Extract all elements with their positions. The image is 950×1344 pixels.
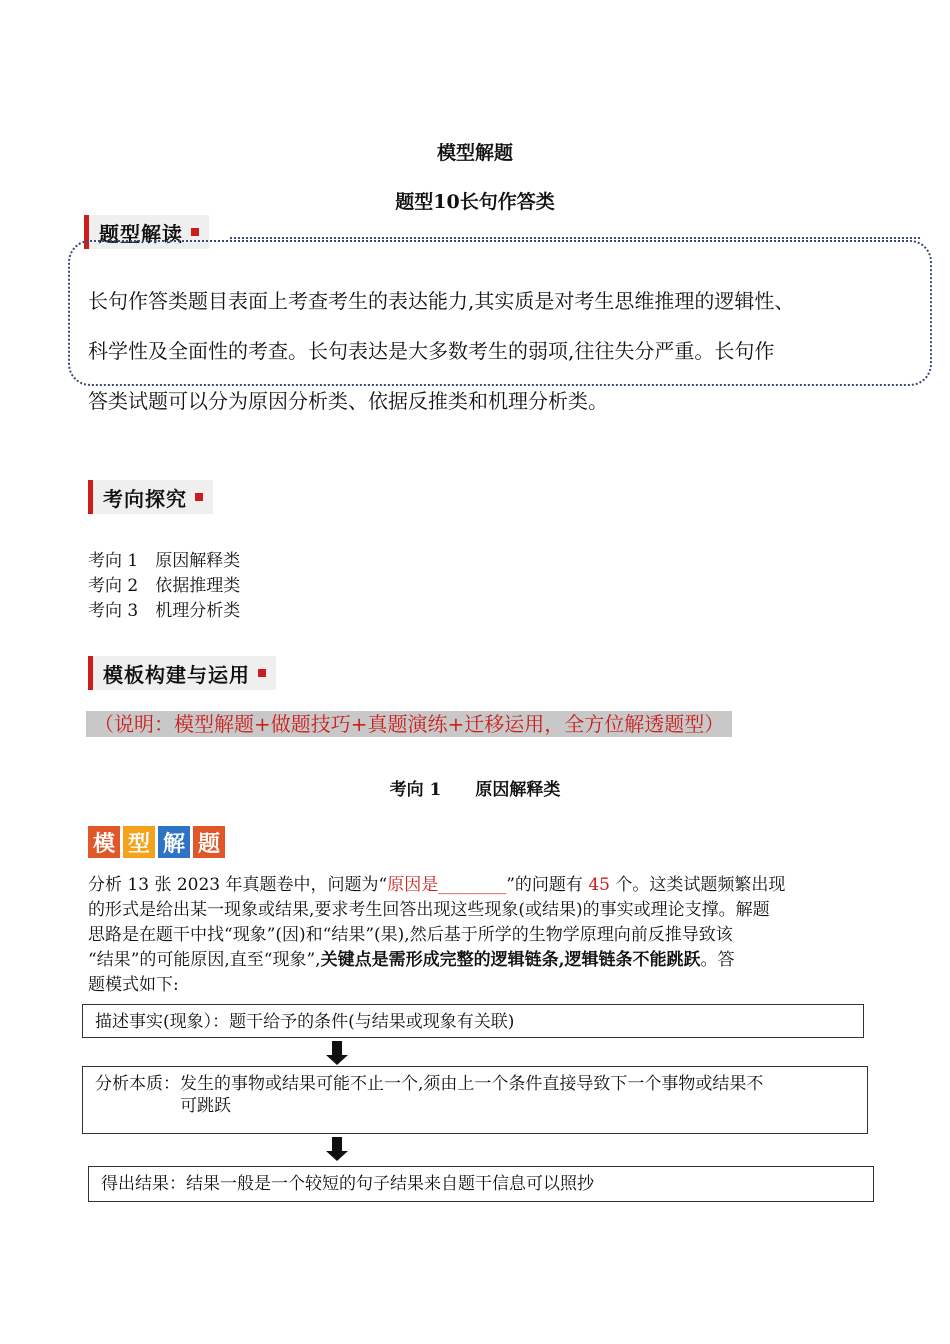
square-bullet-icon bbox=[191, 228, 199, 236]
section-heading-label: 考向探究 bbox=[103, 486, 187, 511]
highlight-number: 45 bbox=[588, 875, 610, 895]
flow-box-analyze bbox=[82, 1066, 868, 1134]
analysis-line: 的形式是给出某一现象或结果,要求考生回答出现这些现象(或结果)的事实或理论支撑。解题 bbox=[88, 900, 770, 920]
flow-box-text bbox=[180, 1073, 763, 1127]
list-item: 考向 1 原因解释类 bbox=[88, 551, 241, 571]
interpretation-text bbox=[88, 276, 928, 426]
bold-text: 关键点是需形成完整的逻辑链条,逻辑链条不能跳跃 bbox=[320, 950, 701, 970]
flow-box-result: 得出结果：结果一般是一个较短的句子结果来自题干信息可以照抄 bbox=[88, 1166, 874, 1202]
section-heading-label: 题型解读 bbox=[99, 221, 183, 246]
tile: 型 bbox=[123, 826, 155, 858]
text-span: 。答 bbox=[700, 950, 735, 970]
interpretation-line: 长句作答类题目表面上考查考生的表达能力,其实质是对考生思维推理的逻辑性、 bbox=[88, 289, 795, 313]
section-heading-exploration bbox=[88, 480, 213, 514]
interpretation-line: 科学性及全面性的考查。长句表达是大多数考生的弱项,往往失分严重。长句作 bbox=[88, 339, 775, 363]
interpretation-line: 答类试题可以分为原因分析类、依据反推类和机理分析类。 bbox=[88, 389, 608, 413]
analysis-line bbox=[88, 873, 868, 898]
direction-heading: 考向 1 原因解释类 bbox=[389, 780, 561, 800]
section-heading-label: 模板构建与运用 bbox=[103, 662, 250, 687]
text-span: 分析 13 张 2023 年真题卷中，问题为“ bbox=[88, 875, 388, 895]
tile: 题 bbox=[193, 826, 225, 858]
model-tiles bbox=[88, 826, 225, 858]
section-heading-template bbox=[88, 656, 276, 690]
down-arrow-icon bbox=[326, 1137, 348, 1161]
highlight-text: 原因是________ bbox=[387, 875, 507, 895]
flow-box-label: 分析本质： bbox=[95, 1074, 180, 1094]
analysis-line bbox=[88, 948, 868, 973]
text-span: 可跳跃 bbox=[180, 1096, 231, 1116]
text-span: 发生的事物或结果可能不止一个,须由上一个条件直接导致下一个事物或结果不 bbox=[180, 1074, 764, 1094]
tile: 解 bbox=[158, 826, 190, 858]
note-banner: （说明：模型解题+做题技巧+真题演练+迁移运用，全方位解透题型） bbox=[86, 711, 732, 737]
down-arrow-icon bbox=[326, 1041, 348, 1065]
dotted-divider bbox=[230, 237, 920, 239]
analysis-line: 题模式如下: bbox=[88, 975, 179, 995]
flow-box-describe: 描述事实(现象）：题干给予的条件(与结果或现象有关联) bbox=[82, 1004, 864, 1038]
list-item: 考向 2 依据推理类 bbox=[88, 576, 241, 596]
square-bullet-icon bbox=[258, 669, 266, 677]
square-bullet-icon bbox=[195, 493, 203, 501]
tile: 模 bbox=[88, 826, 120, 858]
text-span: 个。这类试题频繁出现 bbox=[609, 875, 786, 895]
list-item: 考向 3 机理分析类 bbox=[88, 601, 241, 621]
analysis-line: 思路是在题干中找“现象”(因)和“结果”(果),然后基于所学的生物学原理向前反推导致该 bbox=[88, 925, 733, 945]
page-subtitle: 题型10长句作答类 bbox=[395, 191, 555, 213]
direction-list bbox=[88, 549, 240, 624]
page-title: 模型解题 bbox=[436, 142, 513, 164]
analysis-paragraph bbox=[88, 873, 868, 998]
text-span: “结果”的可能原因,直至“现象”, bbox=[88, 950, 321, 970]
text-span: ”的问题有 bbox=[506, 875, 589, 895]
